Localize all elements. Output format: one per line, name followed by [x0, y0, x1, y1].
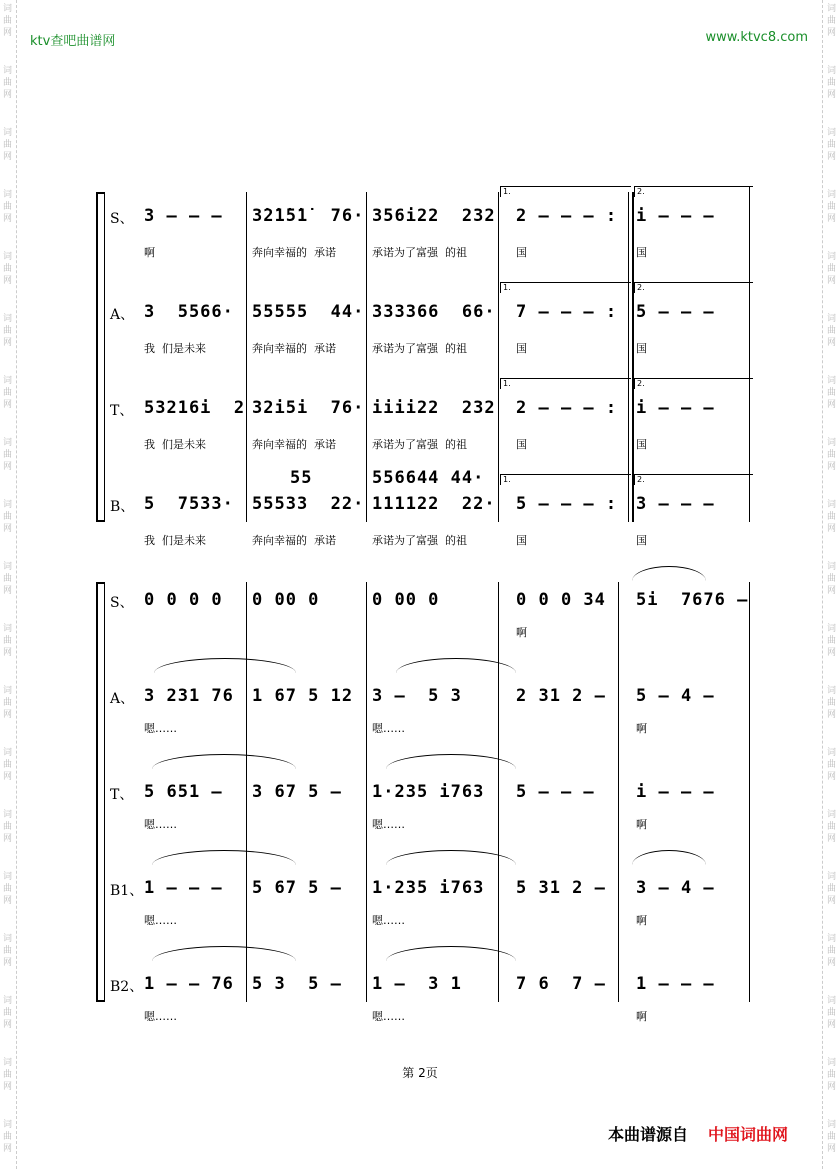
- watermark-char: 词: [3, 376, 13, 386]
- score-system-2: [96, 582, 750, 1023]
- lyric: 奔向幸福的 承诺: [252, 534, 336, 547]
- measure-notes: 2 — — — :: [516, 398, 618, 418]
- watermark-char: 网: [827, 338, 837, 348]
- watermark-char: 曲: [827, 884, 837, 894]
- lyric: 承诺为了富强 的祖: [372, 438, 467, 451]
- watermark-char: 网: [3, 1082, 13, 1092]
- watermark-char: 网: [827, 1144, 837, 1154]
- watermark-char: 曲: [827, 1070, 837, 1080]
- watermark-char: 网: [3, 90, 13, 100]
- watermark-char: 曲: [827, 698, 837, 708]
- watermark-char: 网: [827, 1082, 837, 1092]
- measure-notes: 2 — — — :: [516, 206, 618, 226]
- watermark-char: 词: [827, 252, 837, 262]
- voice-row: [96, 468, 750, 576]
- watermark-char: 网: [827, 710, 837, 720]
- watermark-char: 曲: [3, 264, 13, 274]
- lyric: 国: [636, 534, 647, 547]
- watermark-char: 网: [3, 958, 13, 968]
- watermark-char: 曲: [3, 78, 13, 88]
- watermark-char: 词: [827, 562, 837, 572]
- watermark-char: 曲: [3, 16, 13, 26]
- lyric: 嗯……: [372, 818, 405, 831]
- watermark-char: 曲: [3, 760, 13, 770]
- watermark-char: 曲: [827, 946, 837, 956]
- upper-notes: 55: [290, 468, 313, 488]
- watermark-char: 网: [827, 28, 837, 38]
- source-prefix: 本曲谱源自: [608, 1125, 689, 1144]
- watermark-char: 词: [827, 314, 837, 324]
- watermark-char: 词: [3, 252, 13, 262]
- lyric: 嗯……: [372, 722, 405, 735]
- measure-notes: iiii22 232: [372, 398, 496, 418]
- voice-label: A、: [110, 307, 135, 323]
- voice-label: S、: [110, 211, 134, 227]
- lyric: 承诺为了富强 的祖: [372, 246, 467, 259]
- volta-bracket: 2.: [634, 378, 753, 389]
- watermark-char: 词: [3, 562, 13, 572]
- watermark-char: 曲: [3, 326, 13, 336]
- measure-notes: 1 67 5 12: [252, 686, 354, 706]
- watermark-char: 曲: [3, 512, 13, 522]
- measure-notes: 7 6 7 —: [516, 974, 606, 994]
- voice-label: T、: [110, 403, 134, 419]
- voice-label: B、: [110, 499, 135, 515]
- measure-notes: 5i 7676 —: [636, 590, 749, 610]
- measure-notes: 3 — — —: [636, 494, 715, 514]
- measure-notes: 0 0 0 0: [144, 590, 223, 610]
- lyric: 奔向幸福的 承诺: [252, 246, 336, 259]
- watermark-char: 曲: [3, 946, 13, 956]
- watermark-char: 网: [827, 90, 837, 100]
- watermark-char: 曲: [827, 574, 837, 584]
- left-watermark-strip: [0, 0, 16, 1169]
- watermark-char: 曲: [3, 450, 13, 460]
- watermark-char: 词: [827, 934, 837, 944]
- volta-bracket: 1.: [500, 474, 631, 485]
- lyric: 国: [516, 534, 527, 547]
- measure-notes: 3 — 5 3: [372, 686, 462, 706]
- watermark-char: 词: [827, 376, 837, 386]
- watermark-char: 网: [3, 1020, 13, 1030]
- lyric: 国: [636, 342, 647, 355]
- watermark-char: 词: [3, 996, 13, 1006]
- measure-notes: 55555 44·: [252, 302, 365, 322]
- measure-notes: 2 31 2 —: [516, 686, 606, 706]
- watermark-char: 曲: [827, 512, 837, 522]
- watermark-char: 曲: [827, 388, 837, 398]
- measure-notes: 5 — — — :: [516, 494, 618, 514]
- watermark-char: 曲: [827, 326, 837, 336]
- watermark-char: 网: [827, 152, 837, 162]
- volta-bracket: 2.: [634, 282, 753, 293]
- measure-notes: 55533 22·: [252, 494, 365, 514]
- volta-bracket: 2.: [634, 186, 753, 197]
- watermark-char: 网: [3, 28, 13, 38]
- measure-notes: 5 31 2 —: [516, 878, 606, 898]
- lyric: 奔向幸福的 承诺: [252, 438, 336, 451]
- watermark-char: 网: [827, 276, 837, 286]
- watermark-char: 网: [827, 524, 837, 534]
- watermark-char: 词: [3, 872, 13, 882]
- lyric: 嗯……: [144, 722, 177, 735]
- watermark-char: 曲: [827, 140, 837, 150]
- watermark-char: 词: [3, 1058, 13, 1068]
- watermark-char: 曲: [3, 388, 13, 398]
- watermark-char: 词: [827, 438, 837, 448]
- watermark-char: 词: [827, 500, 837, 510]
- watermark-char: 曲: [3, 140, 13, 150]
- watermark-char: 网: [827, 772, 837, 782]
- measure-notes: 5 — 4 —: [636, 686, 715, 706]
- watermark-char: 词: [827, 872, 837, 882]
- measure-notes: i — — —: [636, 206, 715, 226]
- watermark-char: 曲: [3, 884, 13, 894]
- measure-notes: 1·235 i763: [372, 878, 485, 898]
- measure-notes: 356i22 232: [372, 206, 496, 226]
- measure-notes: i — — —: [636, 782, 715, 802]
- watermark-char: 网: [3, 524, 13, 534]
- measure-notes: 1 — 3 1: [372, 974, 462, 994]
- watermark-char: 曲: [827, 202, 837, 212]
- watermark-char: 词: [3, 810, 13, 820]
- lyric: 啊: [636, 722, 647, 735]
- watermark-char: 网: [3, 462, 13, 472]
- watermark-char: 网: [3, 710, 13, 720]
- watermark-char: 曲: [3, 202, 13, 212]
- lyric: 啊: [516, 626, 527, 639]
- volta-bracket: 1.: [500, 282, 631, 293]
- lyric: 国: [516, 438, 527, 451]
- lyric: 国: [516, 342, 527, 355]
- watermark-char: 曲: [827, 822, 837, 832]
- measure-notes: 3 231 76: [144, 686, 234, 706]
- lyric: 国: [516, 246, 527, 259]
- watermark-char: 网: [3, 834, 13, 844]
- measure-notes: 7 — — — :: [516, 302, 618, 322]
- measure-notes: 111122 22·: [372, 494, 496, 514]
- measure-notes: 5 3 5 —: [252, 974, 342, 994]
- page-number: 第 2页: [402, 1066, 438, 1080]
- source-credit[interactable]: [608, 1122, 788, 1145]
- volta-bracket: 1.: [500, 186, 631, 197]
- measure-notes: 5 — — —: [516, 782, 595, 802]
- measure-notes: 32i5i 76·: [252, 398, 365, 418]
- watermark-char: 网: [827, 648, 837, 658]
- measure-notes: 3 — — —: [144, 206, 223, 226]
- watermark-char: 词: [3, 314, 13, 324]
- watermark-char: 词: [827, 624, 837, 634]
- measure-notes: 1 — — 76: [144, 974, 234, 994]
- measure-notes: 3 — 4 —: [636, 878, 715, 898]
- watermark-char: 词: [3, 624, 13, 634]
- watermark-char: 词: [3, 934, 13, 944]
- measure-notes: 3̇2̇1̇5̇1̇ 76·: [252, 206, 365, 226]
- measure-notes: 5 651 —: [144, 782, 223, 802]
- watermark-char: 曲: [827, 78, 837, 88]
- upper-notes: 556644 44·: [372, 468, 485, 488]
- measure-notes: 1·235 i763: [372, 782, 485, 802]
- measure-notes: 1 — — —: [144, 878, 223, 898]
- header-left-site[interactable]: ktv查吧曲谱网: [30, 34, 116, 49]
- watermark-char: 词: [827, 996, 837, 1006]
- volta-bracket: 2.: [634, 474, 753, 485]
- lyric: 奔向幸福的 承诺: [252, 342, 336, 355]
- watermark-char: 词: [827, 1058, 837, 1068]
- watermark-char: 曲: [827, 264, 837, 274]
- lyric: 承诺为了富强 的祖: [372, 534, 467, 547]
- watermark-char: 词: [3, 686, 13, 696]
- voice-row: [96, 187, 750, 288]
- watermark-char: 网: [3, 586, 13, 596]
- lyric: 啊: [636, 1010, 647, 1023]
- watermark-char: 网: [3, 338, 13, 348]
- lyric: 我 们是未来: [144, 438, 206, 451]
- watermark-char: 词: [3, 748, 13, 758]
- watermark-char: 网: [3, 648, 13, 658]
- watermark-char: 曲: [3, 698, 13, 708]
- watermark-char: 网: [827, 462, 837, 472]
- measure-notes: 5 — — —: [636, 302, 715, 322]
- watermark-char: 词: [3, 4, 13, 14]
- voice-label: B2、: [110, 979, 144, 995]
- watermark-char: 词: [827, 4, 837, 14]
- lyric: 啊: [636, 914, 647, 927]
- watermark-char: 网: [3, 214, 13, 224]
- watermark-char: 词: [3, 190, 13, 200]
- watermark-char: 词: [827, 190, 837, 200]
- volta-bracket: 1.: [500, 378, 631, 389]
- voice-row: [96, 283, 750, 384]
- measure-notes: 333366 66·: [372, 302, 496, 322]
- watermark-char: 网: [827, 834, 837, 844]
- watermark-char: 词: [3, 1120, 13, 1130]
- watermark-char: 词: [3, 500, 13, 510]
- lyric: 啊: [636, 818, 647, 831]
- watermark-char: 网: [827, 958, 837, 968]
- lyric: 嗯……: [144, 1010, 177, 1023]
- lyric: 嗯……: [372, 914, 405, 927]
- measure-notes: 0 0 0 34: [516, 590, 606, 610]
- header-right-url[interactable]: www.ktvc8.com: [705, 30, 808, 45]
- watermark-char: 词: [3, 128, 13, 138]
- watermark-char: 曲: [827, 16, 837, 26]
- measure-notes: i — — —: [636, 398, 715, 418]
- watermark-char: 网: [3, 1144, 13, 1154]
- watermark-char: 网: [827, 400, 837, 410]
- watermark-char: 网: [827, 214, 837, 224]
- lyric: 嗯……: [144, 914, 177, 927]
- lyric: 我 们是未来: [144, 342, 206, 355]
- watermark-char: 词: [827, 66, 837, 76]
- measure-notes: 53216i 2: [144, 398, 246, 418]
- lyric: 嗯……: [144, 818, 177, 831]
- watermark-char: 网: [3, 152, 13, 162]
- watermark-char: 词: [3, 438, 13, 448]
- voice-row: [96, 379, 750, 480]
- watermark-char: 词: [827, 1120, 837, 1130]
- lyric: 承诺为了富强 的祖: [372, 342, 467, 355]
- watermark-char: 曲: [3, 1132, 13, 1142]
- watermark-char: 网: [3, 276, 13, 286]
- measure-notes: 0 00 0: [372, 590, 440, 610]
- watermark-char: 曲: [827, 636, 837, 646]
- lyric: 嗯……: [372, 1010, 405, 1023]
- measure-notes: 5 67 5 —: [252, 878, 342, 898]
- measure-notes: 3 5566·: [144, 302, 234, 322]
- watermark-char: 网: [3, 772, 13, 782]
- measure-notes: 3 67 5 —: [252, 782, 342, 802]
- measure-notes: 1 — — —: [636, 974, 715, 994]
- watermark-char: 曲: [3, 636, 13, 646]
- watermark-char: 词: [827, 748, 837, 758]
- lyric: 国: [636, 246, 647, 259]
- watermark-char: 网: [3, 400, 13, 410]
- watermark-char: 词: [827, 128, 837, 138]
- watermark-char: 网: [827, 1020, 837, 1030]
- watermark-char: 曲: [827, 450, 837, 460]
- watermark-char: 网: [3, 896, 13, 906]
- voice-label: A、: [110, 691, 135, 707]
- measure-notes: 0 00 0: [252, 590, 320, 610]
- lyric: 啊: [144, 246, 155, 259]
- source-site[interactable]: 中国词曲网: [708, 1125, 789, 1144]
- measure-notes: 5 7533·: [144, 494, 234, 514]
- watermark-char: 曲: [3, 574, 13, 584]
- watermark-char: 曲: [3, 1008, 13, 1018]
- voice-label: B1、: [110, 883, 144, 899]
- watermark-char: 网: [827, 586, 837, 596]
- score-system-1: [96, 187, 750, 547]
- voice-label: T、: [110, 787, 134, 803]
- watermark-char: 词: [827, 686, 837, 696]
- watermark-char: 词: [3, 66, 13, 76]
- watermark-char: 曲: [827, 760, 837, 770]
- lyric: 我 们是未来: [144, 534, 206, 547]
- voice-label: S、: [110, 595, 134, 611]
- watermark-char: 词: [827, 810, 837, 820]
- watermark-char: 网: [827, 896, 837, 906]
- right-watermark-strip: [824, 0, 840, 1169]
- voice-row: [96, 966, 750, 1062]
- watermark-char: 曲: [3, 822, 13, 832]
- lyric: 国: [636, 438, 647, 451]
- watermark-char: 曲: [827, 1008, 837, 1018]
- watermark-char: 曲: [827, 1132, 837, 1142]
- watermark-char: 曲: [3, 1070, 13, 1080]
